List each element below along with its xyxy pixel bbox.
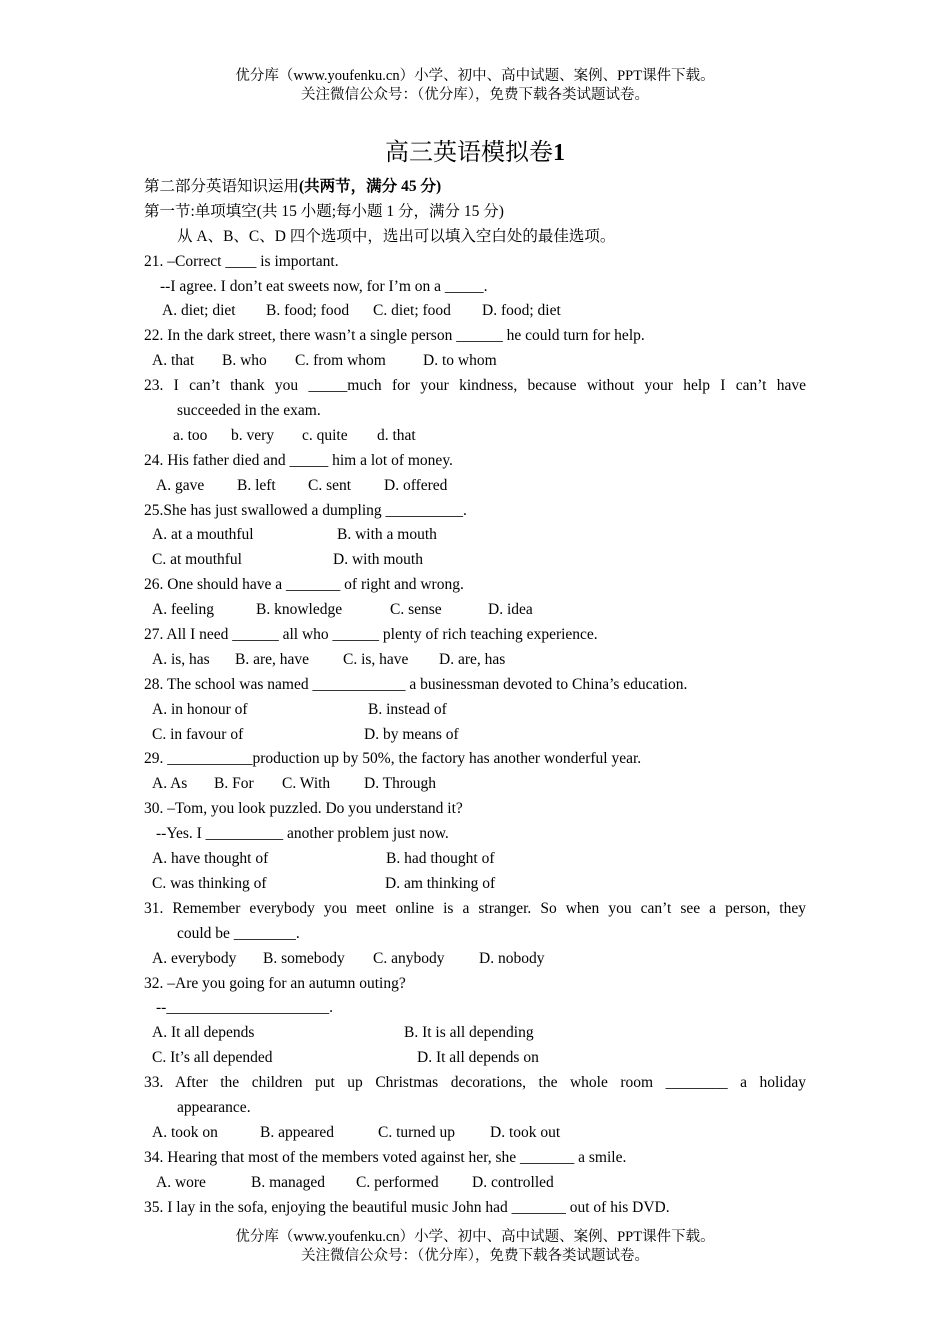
option-b[interactable]: B. who	[222, 352, 267, 370]
option-a[interactable]: A. everybody	[152, 949, 237, 967]
question-stem-cont: --I agree. I don’t eat sweets now, for I’m on a _____.	[160, 277, 488, 295]
section-part-score: 45	[401, 178, 417, 195]
question-stem: 24. His father died and _____ him a lot of money.	[144, 451, 453, 469]
question-options	[144, 723, 806, 748]
option-c[interactable]: C. was thinking of	[152, 874, 267, 892]
option-c[interactable]: C. from whom	[295, 352, 386, 370]
option-a[interactable]: A. gave	[156, 476, 205, 494]
question-options	[144, 772, 806, 797]
exam-content	[144, 175, 806, 1220]
option-d[interactable]: D. am thinking of	[385, 874, 496, 892]
option-b[interactable]: B. appeared	[260, 1123, 335, 1141]
option-b[interactable]: B. managed	[251, 1173, 326, 1191]
question-options	[144, 847, 806, 872]
option-c[interactable]: C. It’s all depended	[152, 1049, 273, 1067]
question-stem: 34. Hearing that most of the members voted against her, she _______ a smile.	[144, 1148, 627, 1166]
question-options	[144, 648, 806, 673]
option-a[interactable]: A. It all depends	[152, 1024, 255, 1042]
option-a[interactable]: A. feeling	[152, 601, 214, 619]
option-b[interactable]: B. For	[214, 775, 254, 793]
option-d[interactable]: D. with mouth	[333, 551, 423, 569]
question-options	[144, 548, 806, 573]
section-part-desc: (共两节，满分	[299, 178, 402, 195]
question-options	[144, 299, 806, 324]
option-c[interactable]: C. performed	[356, 1173, 439, 1191]
question-stem-cont: appearance.	[177, 1098, 251, 1116]
option-a[interactable]: A. at a mouthful	[152, 526, 254, 544]
option-c[interactable]: C. at mouthful	[152, 551, 242, 569]
question-options	[144, 474, 806, 499]
question-options	[144, 523, 806, 548]
question-stem: 33. After the children put up Christmas decorations, the whole room ________ a holiday	[144, 1074, 806, 1092]
option-d[interactable]: D. offered	[384, 476, 448, 494]
option-d[interactable]: D. nobody	[479, 949, 545, 967]
question-options	[144, 598, 806, 623]
question-stem: 29. ___________production up by 50%, the factory has another wonderful year.	[144, 750, 642, 768]
instruction: 从 A、B、C、D 四个选项中，选出可以填入空白处的最佳选项。	[177, 227, 616, 245]
question-options	[144, 1121, 806, 1146]
section-part-label: 第二部分英语知识运用	[144, 178, 300, 195]
option-c[interactable]: C. is, have	[343, 650, 409, 668]
question-stem: 22. In the dark street, there wasn’t a single person ______ he could turn for help.	[144, 327, 645, 345]
option-d[interactable]: D. controlled	[472, 1173, 554, 1191]
option-b[interactable]: B. had thought of	[386, 850, 495, 868]
question-options	[144, 872, 806, 897]
question-stem-cont: --_____________________.	[156, 999, 333, 1017]
question-stem: 31. Remember everybody you meet online is a stranger. So when you can’t see a person, they	[144, 899, 806, 917]
option-c[interactable]: C. sent	[308, 476, 352, 494]
option-d[interactable]: D. It all depends on	[417, 1049, 539, 1067]
question-stem-cont: could be ________.	[177, 924, 300, 942]
option-d[interactable]: D. idea	[488, 601, 533, 619]
option-d[interactable]: D. took out	[490, 1123, 561, 1141]
footer-line-1: 优分库（www.youfenku.cn）小学、初中、高中试题、案例、PPT课件下载。	[235, 1229, 715, 1245]
option-c[interactable]: C. anybody	[373, 949, 445, 967]
option-a[interactable]: A. is, has	[152, 650, 210, 668]
option-c[interactable]: C. in favour of	[152, 725, 244, 743]
question-options	[144, 698, 806, 723]
question-stem: 32. –Are you going for an autumn outing?	[144, 974, 406, 992]
option-c[interactable]: c. quite	[302, 426, 348, 444]
question-stem: 21. –Correct ____ is important.	[144, 252, 339, 270]
footer-line-2: 关注微信公众号：（优分库），免费下载各类试题试卷。	[301, 1248, 649, 1264]
option-c[interactable]: C. diet; food	[373, 302, 451, 320]
question-stem: 26. One should have a _______ of right and wrong.	[144, 576, 464, 594]
question-options	[144, 1046, 806, 1071]
question-options	[144, 1021, 806, 1046]
option-a[interactable]: A. wore	[156, 1173, 206, 1191]
option-b[interactable]: B. with a mouth	[337, 526, 437, 544]
page-footer	[0, 1228, 950, 1266]
option-d[interactable]: D. food; diet	[482, 302, 561, 320]
option-a[interactable]: A. As	[152, 775, 188, 793]
section-heading	[144, 175, 806, 200]
question-stem-cont: succeeded in the exam.	[177, 402, 321, 420]
header-line-1: 优分库（www.youfenku.cn）小学、初中、高中试题、案例、PPT课件下载。	[235, 68, 715, 84]
page-header	[0, 67, 950, 105]
option-c[interactable]: C. turned up	[378, 1123, 456, 1141]
option-c[interactable]: C. sense	[390, 601, 442, 619]
option-b[interactable]: B. food; food	[266, 302, 350, 320]
question-options	[144, 424, 806, 449]
option-d[interactable]: D. are, has	[439, 650, 506, 668]
option-a[interactable]: a. too	[173, 426, 208, 444]
title-text: 高三英语模拟卷	[385, 140, 553, 166]
option-b[interactable]: B. instead of	[368, 700, 447, 718]
option-d[interactable]: d. that	[377, 426, 416, 444]
question-stem: 35. I lay in the sofa, enjoying the beautiful music John had _______ out of his DVD.	[144, 1198, 670, 1216]
question-options	[144, 1171, 806, 1196]
header-line-2: 关注微信公众号：（优分库），免费下载各类试题试卷。	[301, 87, 649, 103]
option-b[interactable]: B. knowledge	[256, 601, 343, 619]
option-a[interactable]: A. took on	[152, 1123, 218, 1141]
page-title	[0, 132, 950, 167]
question-stem: 30. –Tom, you look puzzled. Do you understand it?	[144, 800, 463, 818]
option-d[interactable]: D. to whom	[423, 352, 497, 370]
question-stem: 25.She has just swallowed a dumpling __________.	[144, 501, 467, 519]
question-stem: 27. All I need ______ all who ______ plenty of rich teaching experience.	[144, 626, 598, 644]
question-stem-cont: --Yes. I __________ another problem just now.	[156, 825, 449, 843]
title-number: 1	[553, 140, 565, 166]
option-c[interactable]: C. With	[282, 775, 331, 793]
subsection-heading: 第一节:单项填空(共 15 小题;每小题 1 分，满分 15 分)	[144, 202, 504, 220]
question-stem: 23. I can’t thank you _____much for your kindness, because without your help I can’t have	[144, 377, 806, 395]
option-a[interactable]: A. have thought of	[152, 850, 269, 868]
question-options	[144, 947, 806, 972]
question-stem: 28. The school was named ____________ a businessman devoted to China’s education.	[144, 675, 688, 693]
option-b[interactable]: B. somebody	[263, 949, 345, 967]
question-options	[144, 349, 806, 374]
option-d[interactable]: D. Through	[364, 775, 437, 793]
section-part-end: 分)	[416, 178, 442, 195]
option-d[interactable]: D. by means of	[364, 725, 459, 743]
option-b[interactable]: b. very	[231, 426, 275, 444]
option-a[interactable]: A. in honour of	[152, 700, 248, 718]
option-a[interactable]: A. diet; diet	[162, 302, 236, 320]
option-b[interactable]: B. It is all depending	[404, 1024, 534, 1042]
option-b[interactable]: B. left	[237, 476, 276, 494]
option-a[interactable]: A. that	[152, 352, 195, 370]
option-b[interactable]: B. are, have	[235, 650, 310, 668]
